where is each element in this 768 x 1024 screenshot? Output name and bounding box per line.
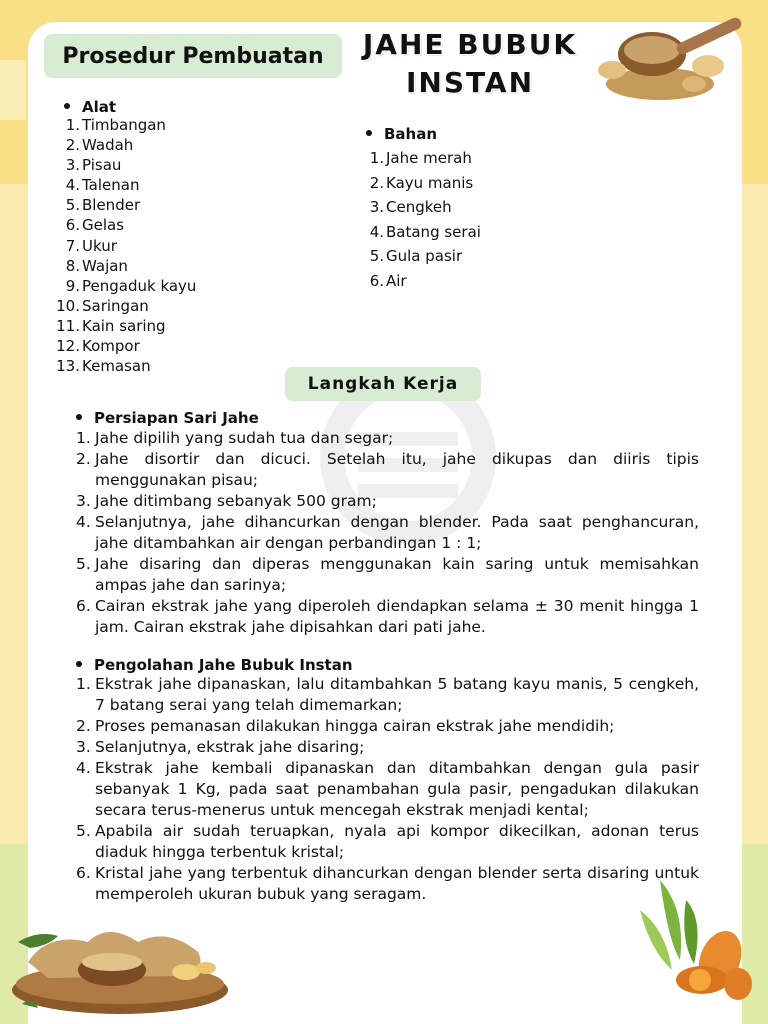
procedure-heading: Prosedur Pembuatan (44, 34, 342, 78)
list-item: 3. Selanjutnya, ekstrak jahe disaring; (76, 738, 365, 756)
steps-heading: Langkah Kerja (285, 367, 481, 401)
list-item: 3. Cengkeh (369, 198, 452, 216)
list-item: 6. Kristal jahe yang terbentuk dihancurkan dengan blender serta disaring untuk memperoleh ukuran bubuk yang seragam. (76, 864, 699, 903)
bullet-icon (64, 103, 70, 109)
pengolahan-heading-label: Pengolahan Jahe Bubuk Instan (94, 656, 353, 674)
page-title: JAHE BUBUK INSTAN (362, 28, 578, 99)
alat-heading-label: Alat (82, 98, 117, 116)
list-item: 1. Jahe merah (369, 149, 472, 167)
alat-list (56, 115, 316, 376)
list-item: 5. Jahe disaring dan diperas menggunakan kain saring untuk memisahkan ampas jahe dan sarinya; (76, 555, 699, 594)
bullet-icon (76, 661, 82, 667)
list-item: 7. Ukur (65, 236, 117, 255)
list-item: 2. Proses pemanasan dilakukan hingga cairan ekstrak jahe mendidih; (76, 717, 615, 735)
list-item: 5. Gula pasir (369, 247, 463, 265)
list-item: 8. Wajan (65, 256, 128, 275)
list-item: 9. Pengaduk kayu (65, 276, 197, 295)
list-item: 5. Apabila air sudah teruapkan, nyala api kompor dikecilkan, adonan terus diaduk hingga terbentuk kristal; (76, 822, 699, 861)
list-item: 2. Kayu manis (369, 173, 474, 192)
bahan-list (360, 146, 660, 293)
list-item: 6. Gelas (65, 216, 125, 235)
alat-heading (64, 97, 116, 117)
list-item: 1. Timbangan (65, 116, 166, 134)
bahan-heading-label: Bahan (384, 125, 438, 143)
list-item: 4. Selanjutnya, jahe dihancurkan dengan blender. Pada saat penghancuran, jahe ditambahkan air dengan perbandingan 1 : 1; (76, 513, 699, 552)
persiapan-heading-label: Persiapan Sari Jahe (94, 409, 259, 427)
list-item: 4. Ekstrak jahe kembali dipanaskan dan ditambahkan dengan gula pasir sebanyak 1 Kg, pada saat penambahan gula pasir, pengadukan dilakukan secara terus-menerus untuk mencegah ekstrak menjadi kental; (76, 759, 699, 819)
list-item: 2. Wadah (65, 136, 134, 155)
pengolahan-list (76, 674, 699, 905)
list-item: 6. Cairan ekstrak jahe yang diperoleh diendapkan selama ± 30 menit hingga 1 jam. Cairan ekstrak jahe dipisahkan dari pati jahe. (76, 597, 699, 636)
list-item: 5. Blender (65, 196, 141, 215)
list-item: 12. Kompor (56, 337, 140, 356)
turmeric-image (640, 880, 758, 1008)
bullet-icon (366, 130, 372, 136)
pengolahan-heading (76, 655, 353, 675)
bahan-heading (366, 124, 437, 144)
background-accent-stripe (0, 60, 26, 120)
list-item: 10. Saringan (56, 296, 149, 315)
ginger-powder-image (592, 14, 750, 104)
list-item: 1. Ekstrak jahe dipanaskan, lalu ditambahkan 5 batang kayu manis, 5 cengkeh, 7 batang serai yang telah dimemarkan; (76, 675, 699, 714)
list-item: 13. Kemasan (56, 357, 151, 376)
list-item: 4. Talenan (65, 176, 140, 195)
list-item: 3. Pisau (65, 156, 122, 175)
list-item: 3. Jahe ditimbang sebanyak 500 gram; (76, 492, 377, 510)
list-item: 4. Batang serai (369, 222, 481, 241)
list-item: 1. Jahe dipilih yang sudah tua dan segar; (76, 429, 394, 447)
list-item: 2. Jahe disortir dan dicuci. Setelah itu, jahe dikupas dan diiris tipis menggunakan pisau; (76, 450, 699, 489)
ginger-board-image (8, 912, 234, 1016)
persiapan-heading (76, 408, 259, 428)
bullet-icon (76, 414, 82, 420)
list-item: 11. Kain saring (56, 316, 166, 335)
persiapan-list (76, 428, 699, 638)
list-item: 6. Air (369, 271, 407, 290)
